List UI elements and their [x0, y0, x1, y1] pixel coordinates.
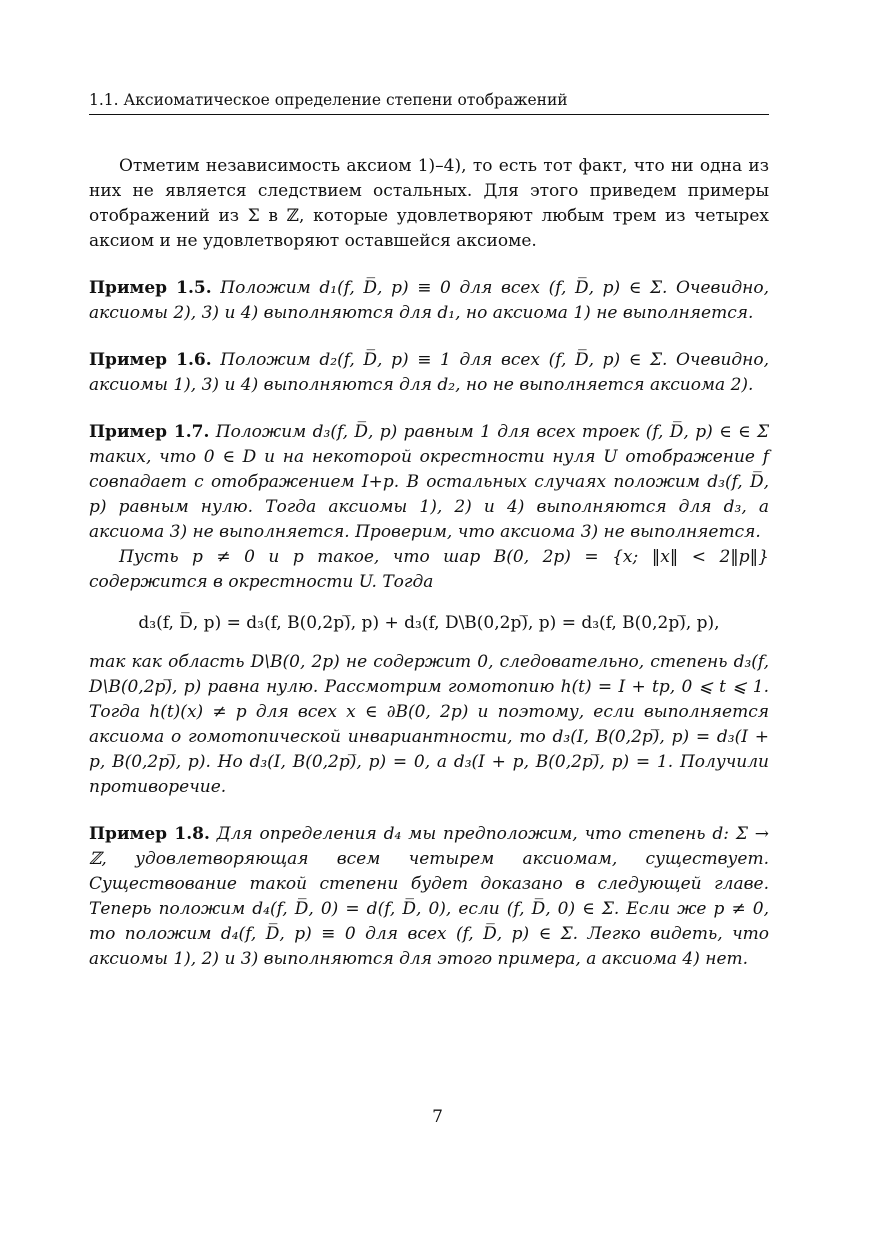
example-label: Пример 1.8. — [89, 824, 210, 844]
header-rule — [89, 114, 769, 115]
example-1-6 — [89, 348, 769, 398]
example-text: Положим d₂(f, D̅, p) ≡ 1 для всех (f, D̅, p) ∈ Σ. Очевидно, аксиомы 1), 3) и 4) выполняются для d₂, но не выполняется аксиома 2). — [89, 350, 770, 395]
example-label: Пример 1.5. — [89, 278, 212, 298]
page-number: 7 — [432, 1107, 443, 1127]
intro-paragraph: Отметим независимость аксиом 1)–4), то есть тот факт, что ни одна из них не является следствием остальных. Для этого приведем примеры отображений из Σ в ℤ, которые удовлетворяют любым трем из четырех аксиом и не удовлетворяют оставшейся аксиоме. — [89, 156, 769, 251]
example-text: Положим d₃(f, D̅, p) равным 1 для всех троек (f, D̅, p) ∈ ∈ Σ таких, что 0 ∈ D и на некоторой окрестности нуля U отображение f совпадает с отображением I+p. В остальных случаях положим d₃(f, D̅, p) равным нулю. Тогда аксиомы 1), 2) и 4) выполняются для d₃, а аксиома 3) не выполняется. Проверим, что аксиома 3) не выполняется. — [89, 422, 769, 542]
example-1-5 — [89, 276, 769, 326]
example-1-8 — [89, 822, 769, 972]
page-body — [89, 154, 769, 972]
example-continuation: Пусть p ≠ 0 и p такое, что шар B(0, 2p) = {x; ‖x‖ < 2‖p‖} содержится в окрестности U. Тогда — [89, 547, 769, 592]
example-text: Для определения d₄ мы предположим, что степень d: Σ → ℤ, удовлетворяющая всем четырем аксиомам, существует. Существование такой степени будет доказано в следующей главе. Теперь положим d₄(f, D̅, 0) = d(f, D̅, 0), если (f, D̅, 0) ∈ Σ. Если же p ≠ 0, то положим d₄(f, D̅, p) ≡ 0 для всех (f, D̅, p) ∈ Σ. Легко видеть, что аксиомы 1), 2) и 3) выполняются для этого примера, а аксиома 4) нет. — [89, 824, 770, 969]
example-after-formula: так как область D\B(0, 2p) не содержит 0, следовательно, степень d₃(f, D\B(0,2p)̅, p) равна нулю. Рассмотрим гомотопию h(t) = I + tp, 0 ⩽ t ⩽ 1. Тогда h(t)(x) ≠ p для всех x ∈ ∂B(0, 2p) и поэтому, если выполняется аксиома о гомотопической инвариантности, то d₃(I, B(0,2p)̅, p) = d₃(I + p, B(0,2p)̅, p). Но d₃(I, B(0,2p)̅, p) = 0, а d₃(I + p, B(0,2p)̅, p) = 1. Получили противоречие. — [89, 652, 769, 797]
running-head: 1.1. Аксиоматическое определение степени отображений — [89, 91, 568, 109]
example-label: Пример 1.6. — [89, 350, 212, 370]
example-1-7 — [89, 420, 769, 800]
display-formula: d₃(f, D̅, p) = d₃(f, B(0,2p)̅, p) + d₃(f, D\B(0,2p)̅, p) = d₃(f, B(0,2p)̅, p), — [138, 613, 720, 633]
example-text: Положим d₁(f, D̅, p) ≡ 0 для всех (f, D̅, p) ∈ Σ. Очевидно, аксиомы 2), 3) и 4) выполняются для d₁, но аксиома 1) не выполняется. — [89, 278, 770, 323]
example-label: Пример 1.7. — [89, 422, 210, 442]
